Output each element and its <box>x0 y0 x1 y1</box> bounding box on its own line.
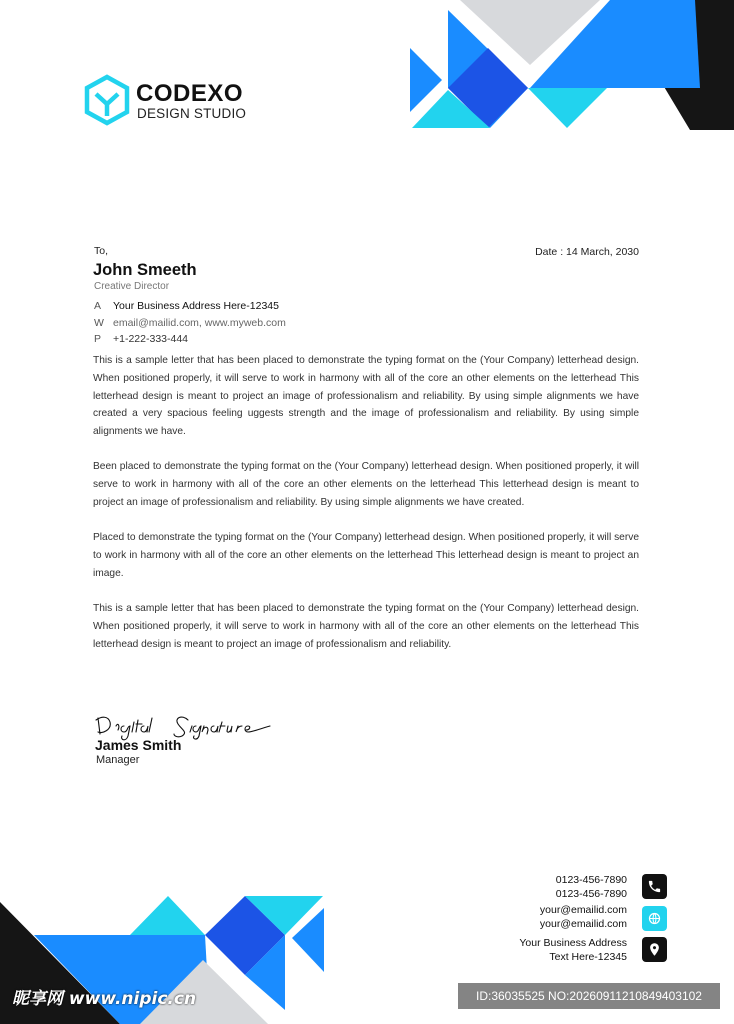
footer-phones <box>556 874 627 901</box>
contact-key: W <box>94 317 104 329</box>
body-paragraph: Been placed to demonstrate the typing format on the (Your Company) letterhead design. When positioned properly, it will serve to work in harmony with all of the core an other elements on the letterhead This letterhead design is meant to project an image of professionalism and reliability. By using simple alignments we have created. <box>93 461 639 509</box>
image-id-bar: ID:36035525 NO:20260911210849403102 <box>458 983 720 1009</box>
contact-value: +1-222-333-444 <box>113 333 189 345</box>
salutation: To, <box>94 245 109 257</box>
body-paragraph: This is a sample letter that has been placed to demonstrate the typing format on the (Your Company) letterhead design. When positioned properly, it will serve to work in harmony with all of the core an other elements on the letterhead This letterhead design is meant to project an image of professionalism and reliability. <box>93 603 639 650</box>
footer-email: your@emailid.com <box>539 917 627 930</box>
contact-web <box>94 317 286 329</box>
body-paragraph: This is a sample letter that has been placed to demonstrate the typing format on the (Your Company) letterhead design. When positioned properly, it will serve to work in harmony with all of the core an other elements on the letterhead This letterhead design is meant to project an image of professionalism and reliability. By using simple alignments we have created a very spacious feeling uggests strength and the image of professionalism and reliability. By using simple alignments we have. <box>93 355 639 438</box>
signer-role: Manager <box>96 754 140 766</box>
phone-icon <box>642 874 667 899</box>
footer-email: your@emailid.com <box>539 904 627 916</box>
contact-value: email@mailid.com, www.myweb.com <box>113 317 286 329</box>
brand-subtitle: DESIGN STUDIO <box>137 106 247 121</box>
letter-body <box>93 352 639 671</box>
recipient-title: Creative Director <box>94 281 170 292</box>
contact-key: A <box>94 300 102 312</box>
footer-emails <box>540 904 627 931</box>
footer-address <box>519 937 627 964</box>
footer-phone: 0123-456-7890 <box>555 887 627 900</box>
contact-value: Your Business Address Here-12345 <box>113 300 279 312</box>
footer-address-line: Your Business Address <box>519 937 627 949</box>
site-watermark: 昵享网 www.nipic.cn <box>12 989 197 1009</box>
location-pin-icon <box>642 937 667 962</box>
top-geometric-decoration <box>408 0 734 130</box>
signer-name: James Smith <box>95 737 182 753</box>
body-paragraph: Placed to demonstrate the typing format on the (Your Company) letterhead design. When positioned properly, it will serve to work in harmony with all of the core an other elements on the letterhead This letterhead design is meant to project an image. <box>93 532 639 579</box>
brand-name: CODEXO <box>136 80 244 107</box>
footer-address-line: Text Here-12345 <box>549 950 627 963</box>
recipient-name: John Smeeth <box>93 261 197 279</box>
hexagon-check-icon <box>84 74 130 126</box>
contact-address <box>94 300 279 312</box>
globe-icon <box>642 906 667 931</box>
contact-phone <box>94 333 188 345</box>
footer-phone: 0123-456-7890 <box>555 874 627 886</box>
contact-key: P <box>94 333 102 345</box>
letter-date: Date : 14 March, 2030 <box>535 246 639 258</box>
